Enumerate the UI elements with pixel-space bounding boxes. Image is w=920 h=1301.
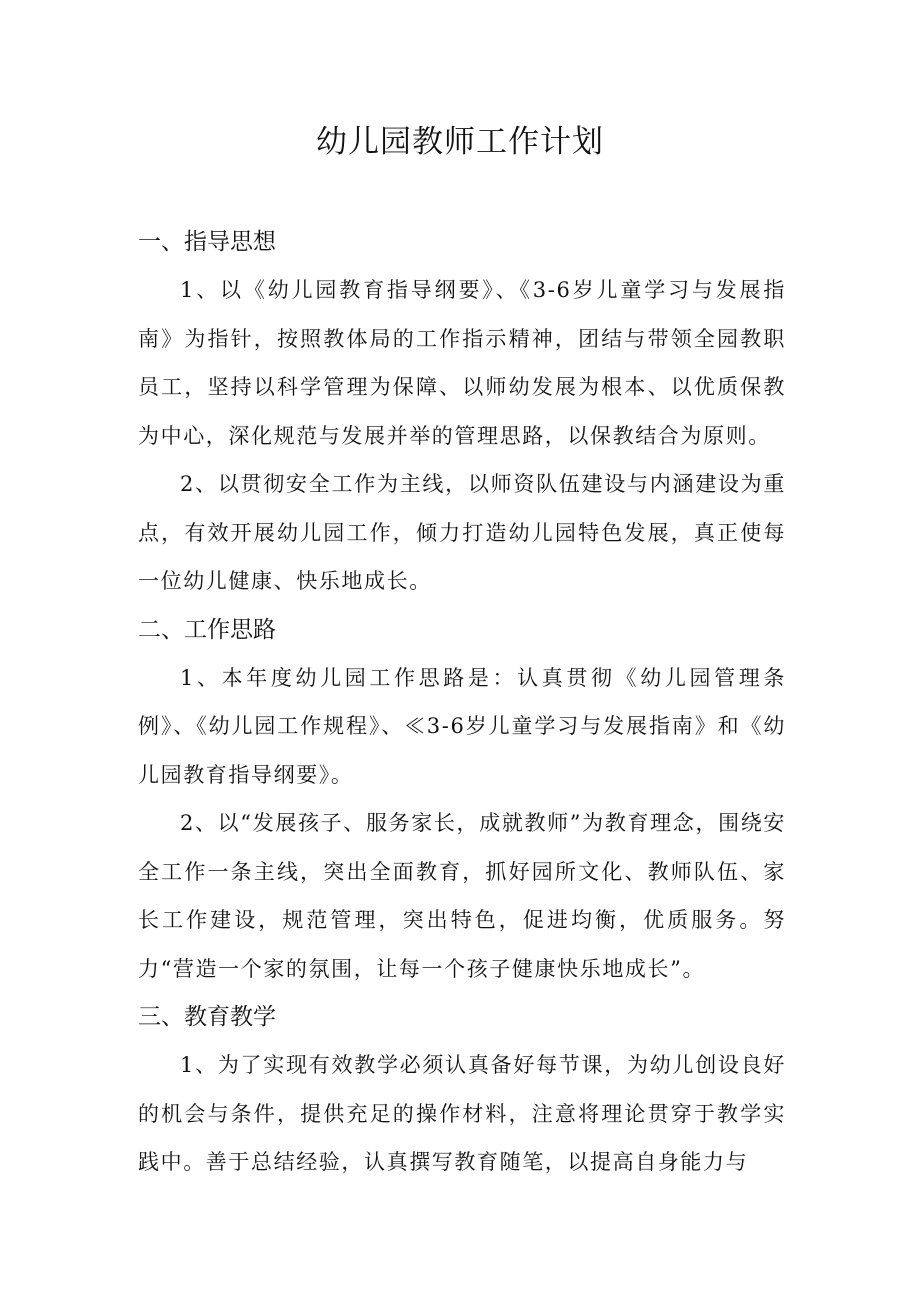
document-body xyxy=(138,218,786,1187)
paragraph: 1、以《幼儿园教育指导纲要》、《3-6岁儿童学习与发展指南》为指针，按照教体局的工作指示精神，团结与带领全园教职员工，坚持以科学管理为保障、以师幼发展为根本、以优质保教为中心，深化规范与发展并举的管理思路，以保教结合为原则。 xyxy=(138,278,786,448)
paragraph: 1、本年度幼儿园工作思路是：认真贯彻《幼儿园管理条例》、《幼儿园工作规程》、≪3-6岁儿童学习与发展指南》和《幼儿园教育指导纲要》。 xyxy=(138,665,786,787)
section-work-approach xyxy=(138,606,786,994)
paragraph: 2、以贯彻安全工作为主线，以师资队伍建设与内涵建设为重点，有效开展幼儿园工作，倾力打造幼儿园特色发展，真正使每一位幼儿健康、快乐地成长。 xyxy=(138,472,786,593)
paragraph: 1、为了实现有效教学必须认真备好每节课，为幼儿创设良好的机会与条件，提供充足的操作材料，注意将理论贯穿于教学实践中。善于总结经验，认真撰写教育随笔，以提高自身能力与 xyxy=(138,1053,786,1174)
section-guiding-ideology xyxy=(138,218,786,606)
document-title: 幼儿园教师工作计划 xyxy=(316,124,604,160)
section-heading: 二、工作思路 xyxy=(138,616,276,643)
paragraph: 2、以“发展孩子、服务家长，成就教师”为教育理念，围绕安全工作一条主线，突出全面教育，抓好园所文化、教师队伍、家长工作建设，规范管理，突出特色，促进均衡，优质服务。努力“营造一个家的氛围，让每一个孩子健康快乐地成长”。 xyxy=(138,811,786,981)
section-education-teaching xyxy=(138,993,786,1187)
section-heading: 一、指导思想 xyxy=(138,229,276,255)
section-heading: 三、教育教学 xyxy=(138,1004,276,1030)
